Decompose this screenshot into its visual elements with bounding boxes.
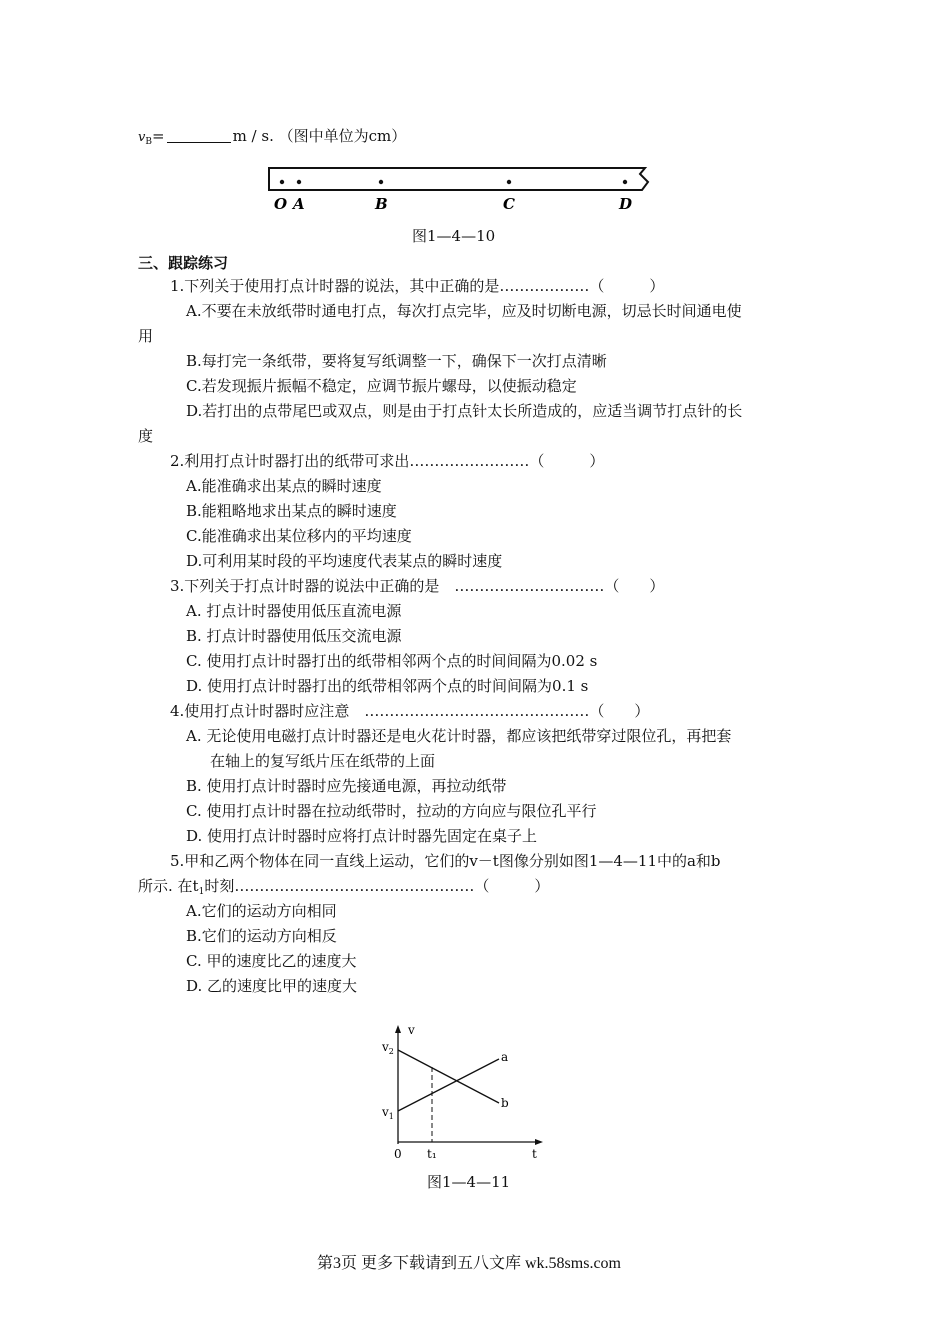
- question-2-option-b[interactable]: B.能粗略地求出某点的瞬时速度: [186, 502, 397, 520]
- question-1-option-a-cont: 用: [138, 327, 154, 345]
- question-1-option-d-cont: 度: [138, 427, 154, 445]
- answer-blank[interactable]: [167, 128, 231, 143]
- velocity-symbol: v: [138, 130, 146, 145]
- question-5-option-a[interactable]: A.它们的运动方向相同: [186, 902, 337, 920]
- velocity-subscript: B: [145, 137, 152, 147]
- v2-label: [381, 1040, 394, 1056]
- question-5-stem-cont-a: 所示. 在t: [138, 877, 199, 895]
- question-5-stem-cont-b: 时刻…………………………………………（ ）: [204, 877, 550, 895]
- tape-dot-c: [507, 180, 511, 184]
- question-5-t1-subscript: 1: [198, 887, 205, 897]
- line-a-label: a: [501, 1050, 509, 1064]
- question-4-option-d[interactable]: D. 使用打点计时器时应将打点计时器先固定在桌子上: [186, 827, 538, 845]
- section-title: 三、跟踪练习: [138, 254, 229, 272]
- question-1-stem: 1.下列关于使用打点计时器的说法，其中正确的是………………（ ）: [170, 277, 665, 295]
- tape-label-d: D: [619, 195, 633, 213]
- t1-label: t₁: [427, 1147, 437, 1161]
- y-axis-arrow: [395, 1025, 401, 1033]
- x-axis-label: t: [532, 1147, 537, 1161]
- line-b-label: b: [501, 1096, 509, 1110]
- tape-dot-o: [280, 180, 284, 184]
- v1-subscript: 1: [388, 1112, 394, 1121]
- figure-caption-1-4-11: 图1—4—11: [427, 1173, 511, 1191]
- question-4-option-a[interactable]: A. 无论使用电磁打点计时器还是电火花计时器，都应该把纸带穿过限位孔，再把套: [186, 727, 732, 745]
- question-2-option-d[interactable]: D.可利用某时段的平均速度代表某点的瞬时速度: [186, 552, 503, 570]
- question-4-option-b[interactable]: B. 使用打点计时器时应先接通电源，再拉动纸带: [186, 777, 507, 795]
- line-a: [398, 1059, 499, 1111]
- question-1-option-c[interactable]: C.若发现振片振幅不稳定，应调节振片螺母，以使振动稳定: [186, 377, 577, 395]
- tape-dot-a: [297, 180, 301, 184]
- question-1-option-a[interactable]: A.不要在未放纸带时通电打点，每次打点完毕，应及时切断电源，切忌长时间通电使: [186, 302, 742, 320]
- question-3-option-b[interactable]: B. 打点计时器使用低压交流电源: [186, 627, 402, 645]
- equals-sign: =: [151, 127, 165, 145]
- question-5-stem: 5.甲和乙两个物体在同一直线上运动，它们的v－t图像分别如图1—4—11中的a和b: [170, 852, 721, 870]
- question-2-option-a[interactable]: A.能准确求出某点的瞬时速度: [186, 477, 382, 495]
- question-1-option-d[interactable]: D.若打出的点带尾巴或双点，则是由于打点针太长所造成的，应适当调节打点针的长: [186, 402, 743, 420]
- question-5-stem-cont: [138, 876, 549, 902]
- question-3-stem: 3.下列关于打点计时器的说法中正确的是 …………………………（ ）: [170, 577, 665, 595]
- tape-label-o: O: [274, 195, 288, 213]
- v1-label: [381, 1105, 394, 1121]
- figure-caption-1-4-10: 图1—4—10: [412, 227, 496, 245]
- line-b: [398, 1050, 499, 1103]
- tape-dot-d: [623, 180, 627, 184]
- question-2-stem: 2.利用打点计时器打出的纸带可求出……………………（ ）: [170, 452, 605, 470]
- vt-graph: [376, 1022, 548, 1162]
- x-axis-arrow: [535, 1139, 543, 1145]
- question-5-option-b[interactable]: B.它们的运动方向相反: [186, 927, 337, 945]
- tape-label-b: B: [375, 195, 388, 213]
- v2-subscript: 2: [388, 1047, 394, 1056]
- tape-label-a: A: [293, 195, 305, 213]
- question-3-option-a[interactable]: A. 打点计时器使用低压直流电源: [186, 602, 402, 620]
- origin-label: 0: [394, 1147, 402, 1161]
- question-4-option-a-cont: 在轴上的复写纸片压在纸带的上面: [210, 752, 436, 770]
- velocity-fill-line: [138, 126, 406, 152]
- question-4-option-c[interactable]: C. 使用打点计时器在拉动纸带时，拉动的方向应与限位孔平行: [186, 802, 597, 820]
- tape-dot-b: [379, 180, 383, 184]
- question-3-option-d[interactable]: D. 使用打点计时器打出的纸带相邻两个点的时间间隔为0.1 s: [186, 677, 589, 695]
- tape-label-c: C: [503, 195, 515, 213]
- y-axis-label: v: [408, 1023, 415, 1037]
- question-5-option-c[interactable]: C. 甲的速度比乙的速度大: [186, 952, 357, 970]
- unit-note: m / s. （图中单位为cm）: [232, 127, 407, 145]
- question-2-option-c[interactable]: C.能准确求出某位移内的平均速度: [186, 527, 412, 545]
- page-footer: 第3页 更多下载请到五八文库 wk.58sms.com: [317, 1255, 622, 1272]
- question-4-stem: 4.使用打点计时器时应注意 ………………………………………（ ）: [170, 702, 650, 720]
- v1-letter: v: [382, 1105, 389, 1119]
- question-5-option-d[interactable]: D. 乙的速度比甲的速度大: [186, 977, 358, 995]
- question-3-option-c[interactable]: C. 使用打点计时器打出的纸带相邻两个点的时间间隔为0.02 s: [186, 652, 598, 670]
- paper-tape-figure: [260, 160, 660, 216]
- v2-letter: v: [382, 1040, 389, 1054]
- paper-tape-outline: [269, 168, 648, 190]
- question-1-option-b[interactable]: B.每打完一条纸带，要将复写纸调整一下，确保下一次打点清晰: [186, 352, 607, 370]
